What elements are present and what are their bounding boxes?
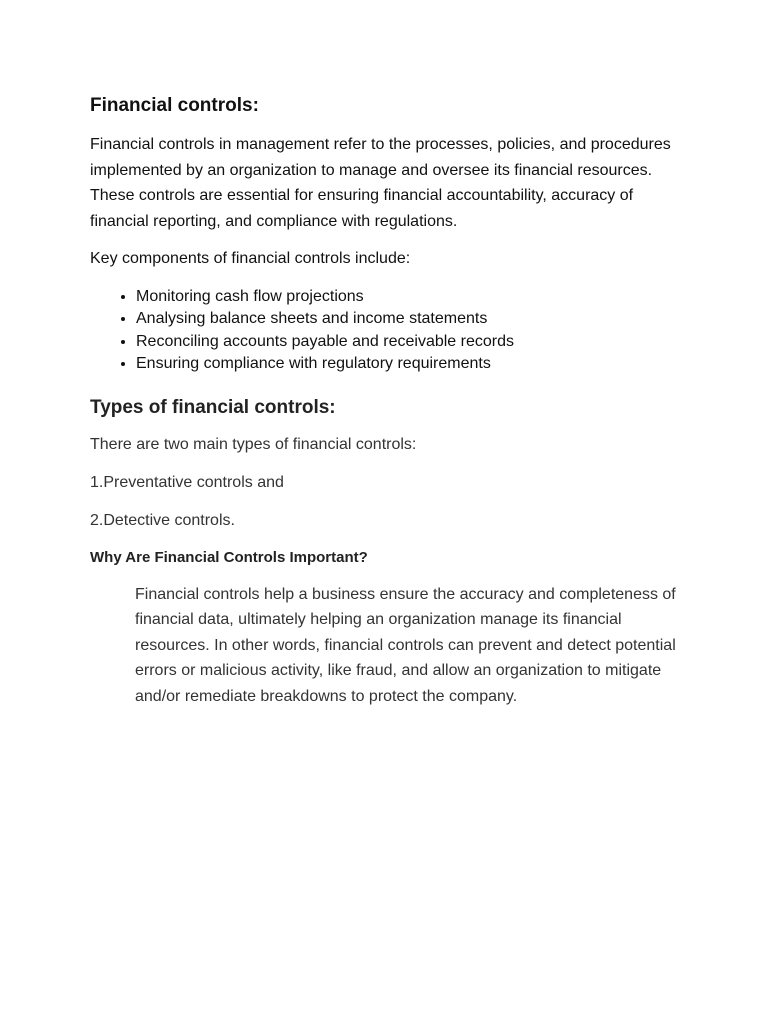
list-item: • Monitoring cash flow projections	[136, 286, 690, 309]
section-heading-types: Types of financial controls:	[90, 396, 336, 418]
key-components-intro: Key components of financial controls include:	[90, 250, 411, 267]
document-content	[90, 94, 690, 709]
key-components-list	[90, 286, 690, 376]
section-heading-financial-controls: Financial controls:	[90, 95, 259, 116]
section-heading-importance: Why Are Financial Controls Important?	[90, 548, 368, 566]
list-item: • Analysing balance sheets and income statements	[136, 308, 690, 331]
list-item: • Reconciling accounts payable and receivable records	[136, 331, 690, 354]
importance-paragraph: Financial controls help a business ensure the accuracy and completeness of financial data, ultimately helping an organization manage its financial resources. In other words, financial controls can prevent and detect potential errors or malicious activity, like fraud, and allow an organization to mitigate and/or remediate breakdowns to protect the company.	[135, 585, 676, 705]
type-item-preventative: 1.Preventative controls and	[90, 473, 284, 491]
type-item-detective: 2.Detective controls.	[90, 511, 235, 529]
types-intro: There are two main types of financial controls:	[90, 435, 417, 453]
definition-paragraph: Financial controls in management refer to the processes, policies, and procedures implemented by an organization to manage and oversee its financial resources. These controls are essential for ensuring financial accountability, accuracy of financial reporting, and compliance with regulations.	[90, 136, 671, 230]
list-item: • Ensuring compliance with regulatory requirements	[136, 353, 690, 376]
